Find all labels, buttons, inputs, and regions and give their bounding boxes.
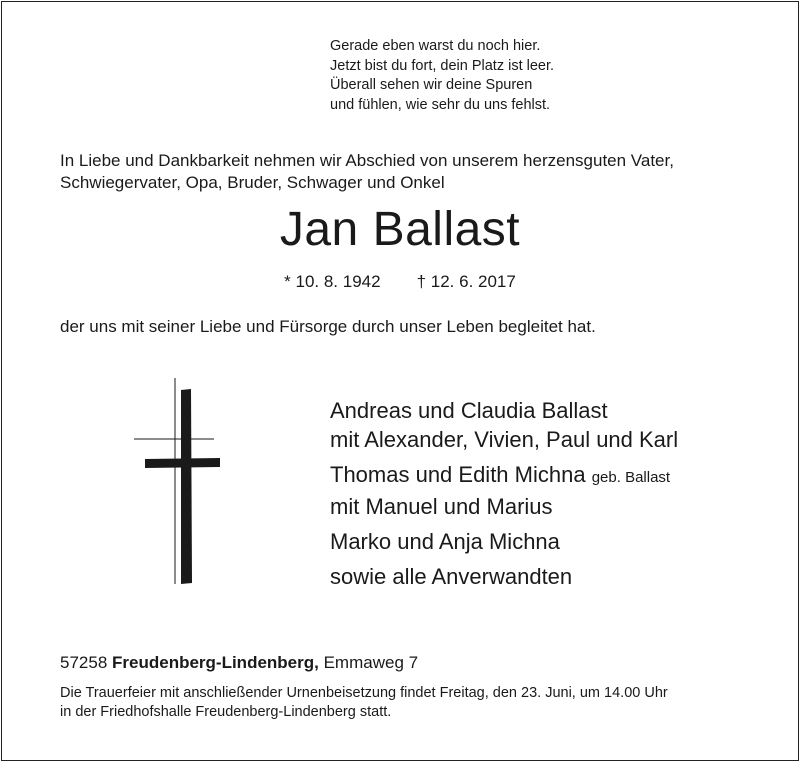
life-dates bbox=[0, 271, 800, 293]
poem-line: Jetzt bist du fort, dein Platz ist leer. bbox=[330, 57, 555, 74]
family-line bbox=[330, 460, 678, 492]
ceremony-line: Die Trauerfeier mit anschließender Urnenbeisetzung findet Freitag, den 23. Juni, um 14.00 Uhr bbox=[60, 685, 668, 701]
family-line: mit Manuel und Marius bbox=[330, 494, 553, 519]
deceased-name: Jan Ballast bbox=[279, 203, 521, 256]
poem-line: Überall sehen wir deine Spuren bbox=[330, 77, 533, 93]
ceremony-line: in der Friedhofshalle Freudenberg-Lindenberg statt. bbox=[60, 704, 392, 720]
poem-line: und fühlen, wie sehr du uns fehlst. bbox=[330, 96, 551, 113]
maiden-name: geb. Ballast bbox=[591, 469, 671, 486]
memory-line: der uns mit seiner Liebe und Fürsorge durch unser Leben begleitet hat. bbox=[60, 317, 596, 336]
town: Freudenberg-Lindenberg, bbox=[112, 653, 319, 672]
poem-line: Gerade eben warst du noch hier. bbox=[330, 38, 541, 54]
death-date: † 12. 6. 2017 bbox=[416, 272, 516, 291]
birth-date: * 10. 8. 1942 bbox=[284, 272, 381, 291]
family-line: Marko und Anja Michna bbox=[330, 529, 560, 554]
postcode: 57258 bbox=[60, 653, 108, 672]
ceremony-info bbox=[60, 684, 760, 722]
intro-line: In Liebe und Dankbarkeit nehmen wir Abschied von unserem herzensguten Vater, bbox=[60, 151, 674, 170]
notice-border bbox=[1, 1, 799, 761]
family-list bbox=[330, 396, 678, 591]
poem bbox=[330, 37, 554, 115]
family-line: sowie alle Anverwandten bbox=[330, 564, 573, 589]
intro-text bbox=[60, 150, 760, 194]
address bbox=[60, 652, 418, 674]
family-line: Andreas und Claudia Ballast bbox=[330, 398, 608, 423]
street: Emmaweg 7 bbox=[323, 653, 419, 672]
intro-line: Schwiegervater, Opa, Bruder, Schwager und Onkel bbox=[60, 173, 445, 192]
family-line: mit Alexander, Vivien, Paul und Karl bbox=[330, 427, 679, 452]
family-names: Thomas und Edith Michna bbox=[330, 462, 586, 487]
cross-icon bbox=[130, 378, 230, 584]
